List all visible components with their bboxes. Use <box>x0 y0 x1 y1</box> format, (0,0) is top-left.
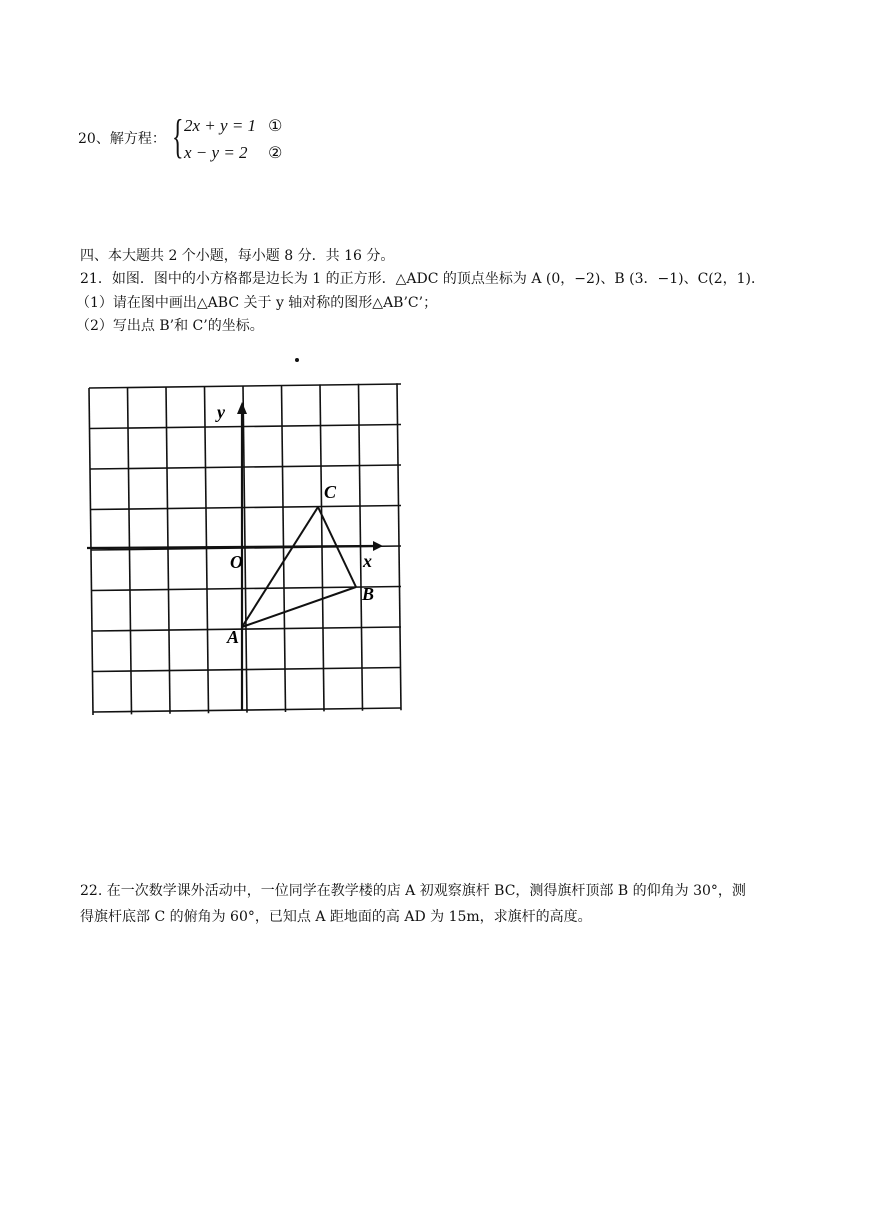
grid-vertical-line <box>128 387 132 714</box>
point-c-label: C <box>324 482 337 502</box>
question-21-part-2: （2）写出点 B’和 C’的坐标。 <box>76 318 264 334</box>
grid-horizontal-line <box>91 506 402 510</box>
grid-horizontal-line <box>90 465 401 469</box>
y-axis-label: y <box>217 402 225 422</box>
x-axis-label: x <box>363 551 372 571</box>
grid-vertical-line <box>89 388 93 715</box>
coordinate-grid-figure <box>85 370 415 720</box>
grid-vertical-line <box>243 386 247 713</box>
grid-vertical-line <box>320 384 324 711</box>
grid-horizontal-line <box>89 384 401 388</box>
system-brace: { <box>172 110 184 163</box>
point-b-label: B <box>362 584 375 604</box>
question-21-part-1: （1）请在图中画出△ABC 关于 y 轴对称的图形△AB’C’； <box>76 295 438 311</box>
question-22-line-2: 得旗杆底部 C 的俯角为 60°，已知点 A 距地面的高 AD 为 15m，求旗杆的高度。 <box>80 909 592 925</box>
y-axis-arrow-icon <box>237 402 247 414</box>
grid-lines <box>89 383 401 715</box>
grid-vertical-line <box>166 387 170 714</box>
stray-dot <box>295 358 299 362</box>
point-a-label: A <box>227 627 240 647</box>
question-22-line-1: 22. 在一次数学课外活动中，一位同学在教学楼的店 A 初观察旗杆 BC，测得旗杆顶部 B 的仰角为 30°，测 <box>80 883 746 899</box>
grid-vertical-line <box>282 385 286 712</box>
equation-1-mark: ① <box>268 116 283 135</box>
triangle-abc <box>242 507 356 627</box>
grid-vertical-line <box>205 386 209 713</box>
equation-1: 2x + y = 1 <box>184 116 257 135</box>
x-axis-arrow-icon <box>373 541 383 551</box>
segment-ac <box>242 507 318 627</box>
question-21-stem: 21．如图．图中的小方格都是边长为 1 的正方形．△ADC 的顶点坐标为 A (0，−2)、B (3．−1)、C(2，1)． <box>80 271 766 287</box>
equation-2: x − y = 2 <box>184 143 248 162</box>
grid-horizontal-line <box>90 425 402 429</box>
question-20-prefix: 20、解方程： <box>78 131 166 147</box>
section-4-heading: 四、本大题共 2 个小题，每小题 8 分．共 16 分。 <box>80 248 395 264</box>
origin-label: O <box>230 552 243 572</box>
equation-2-mark: ② <box>268 143 283 162</box>
segment-ab <box>242 587 356 627</box>
